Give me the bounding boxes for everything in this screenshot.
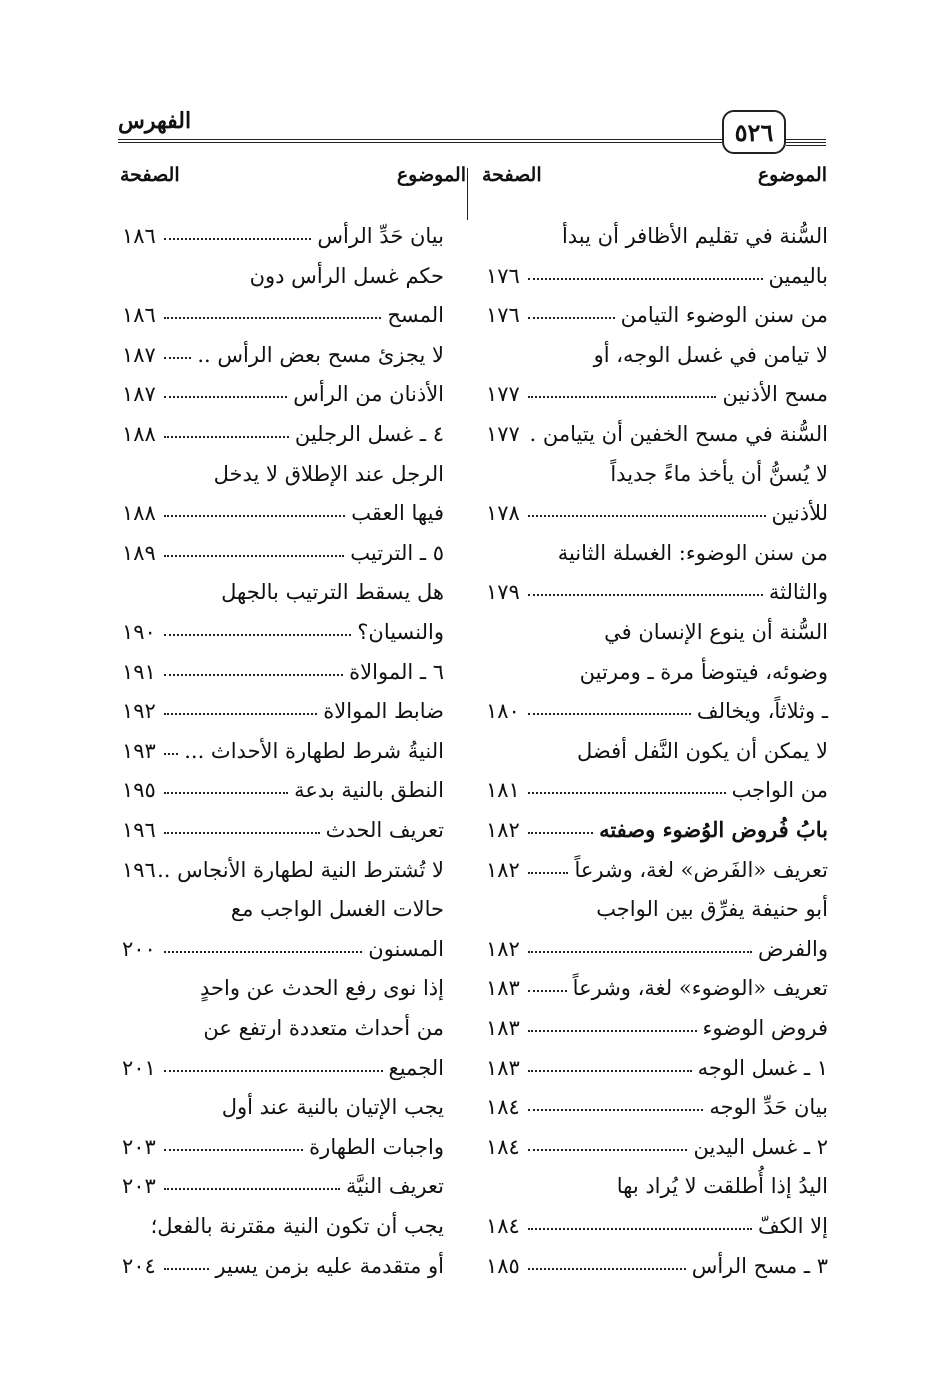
entry-page-number: ١٨٦ — [122, 303, 156, 328]
leader-dots — [528, 713, 691, 715]
leader-dots — [528, 594, 763, 596]
right-col-page-heading: الصفحة — [482, 164, 542, 186]
entry-page-number: ٢٠٣ — [122, 1174, 156, 1199]
entry-title: ـ وثلاثاً، ويخالف — [696, 699, 828, 724]
index-entry — [120, 216, 444, 256]
entry-title: وضوئه، فيتوضأ مرة ـ ومرتين — [579, 659, 828, 684]
entry-title: لا تيامن في غسل الوجه، أو — [593, 342, 828, 367]
entry-title: يجب الإتيان بالنية عند أول — [221, 1095, 444, 1120]
entry-title: من الواجب — [731, 778, 828, 803]
leader-dots — [164, 951, 362, 953]
entry-title: تعريف «الوضوء» لغة، وشرعاً — [572, 976, 828, 1001]
entry-page-number: ١٩٠ — [122, 620, 156, 644]
right-col-topic-heading: الموضوع — [757, 164, 827, 186]
entry-title: السُّنة في تقليم الأظافر أن يبدأ — [561, 224, 828, 248]
entry-page-number: ١٨٠ — [486, 699, 520, 724]
index-entry — [484, 850, 828, 890]
leader-dots — [164, 674, 343, 676]
entry-title: الرجل عند الإطلاق لا يدخل — [213, 461, 444, 486]
entry-title: اليدُ إذا أُطلقت لا يُراد بها — [616, 1174, 828, 1199]
leader-dots — [528, 1070, 692, 1072]
index-entry — [484, 414, 828, 454]
leader-dots — [164, 555, 344, 557]
leader-dots — [528, 396, 717, 398]
index-entry — [120, 652, 444, 692]
leader-dots — [528, 1030, 697, 1032]
running-title: الفهرس — [118, 108, 192, 134]
column-divider — [467, 168, 468, 220]
entry-title: ٤ ـ غسل الرجلين — [294, 422, 444, 446]
entry-page-number: ١٩٦ — [122, 818, 156, 842]
entry-title: فروض الوضوء — [702, 1016, 828, 1040]
entry-title: والنسيان؟ — [357, 620, 444, 644]
entry-page-number: ١٧٦ — [486, 263, 520, 288]
entry-title: يجب أن تكون النية مقترنة بالفعل؛ — [150, 1214, 444, 1238]
entry-title: إذا نوى رفع الحدث عن واحدٍ — [200, 976, 444, 1001]
index-entry — [120, 691, 444, 731]
entry-page-number: ١٨٣ — [486, 1016, 520, 1040]
index-entry — [484, 454, 828, 494]
entry-page-number: ١٩٣ — [122, 738, 156, 763]
index-entry — [120, 770, 444, 810]
entry-title: من أحداث متعددة ارتفع عن — [203, 1016, 444, 1040]
entry-page-number: ١٩٦ — [122, 857, 156, 882]
entry-page-number: ٢٠٠ — [122, 936, 156, 961]
index-entry — [484, 612, 828, 652]
leader-dots — [528, 278, 763, 280]
index-entry — [484, 335, 828, 375]
entry-page-number: ١٨١ — [486, 778, 520, 803]
index-entry — [120, 850, 444, 890]
entry-title: هل يسقط الترتيب بالجهل — [221, 580, 444, 605]
leader-dots — [164, 238, 312, 240]
entry-page-number: ١٨٢ — [486, 936, 520, 961]
index-entry — [120, 929, 444, 969]
leader-dots — [528, 990, 567, 992]
left-col-topic-heading: الموضوع — [396, 164, 466, 186]
leader-dots — [164, 753, 178, 755]
index-entry — [120, 454, 444, 494]
leader-dots — [164, 1149, 303, 1151]
leader-dots — [528, 792, 726, 794]
entry-title: لا يجزئ مسح بعض الرأس .. — [197, 342, 444, 367]
entry-title: أو متقدمة عليه بزمن يسير — [215, 1253, 444, 1278]
index-entry — [120, 889, 444, 929]
entry-title: ٥ ـ الترتيب — [350, 540, 444, 565]
leader-dots — [528, 1149, 688, 1151]
index-entry — [120, 374, 444, 414]
index-entry — [484, 533, 828, 573]
leader-dots — [528, 872, 569, 874]
leader-dots — [528, 951, 752, 953]
entry-page-number: ١٧٩ — [486, 580, 520, 605]
entry-title: إلا الكفّ — [757, 1214, 828, 1238]
index-entry — [120, 1127, 444, 1167]
index-entry — [484, 691, 828, 731]
entry-page-number: ١٨٥ — [486, 1253, 520, 1278]
entry-page-number: ١٩١ — [122, 659, 156, 684]
index-entry — [120, 968, 444, 1008]
entry-page-number: ١٨٢ — [486, 857, 520, 882]
leader-dots — [164, 515, 345, 517]
index-entry — [120, 493, 444, 533]
page-number: ٥٢٦ — [734, 117, 774, 147]
entry-title: السُّنة أن ينوع الإنسان في — [604, 620, 828, 644]
index-entry — [484, 731, 828, 771]
entry-title: حكم غسل الرأس دون — [249, 263, 444, 288]
leader-dots — [528, 1228, 752, 1230]
entry-page-number: ١٨٣ — [486, 1055, 520, 1080]
index-entry — [484, 1008, 828, 1048]
entry-title: بابُ فُروض الوُضوء وصفته — [599, 817, 828, 842]
index-entry — [484, 1127, 828, 1167]
index-entry — [120, 572, 444, 612]
entry-title: حالات الغسل الواجب مع — [230, 897, 444, 922]
entry-page-number: ١٨٤ — [486, 1134, 520, 1159]
entry-page-number: ١٨٧ — [122, 382, 156, 407]
leader-dots — [528, 1109, 703, 1111]
header-rule-right-3 — [786, 145, 826, 146]
entry-title: ٢ ـ غسل اليدين — [693, 1134, 828, 1159]
entry-title: تعريف الحدث — [325, 818, 444, 842]
entry-page-number: ١٨٦ — [122, 224, 156, 248]
header-rule-right-2 — [786, 142, 826, 143]
page-number-box — [722, 110, 786, 154]
index-entry — [120, 1246, 444, 1286]
index-entry — [484, 889, 828, 929]
index-entry — [484, 1048, 828, 1088]
index-entry — [484, 1087, 828, 1127]
leader-dots — [528, 515, 766, 517]
index-entry — [120, 1008, 444, 1048]
entry-title: واجبات الطهارة — [309, 1134, 444, 1159]
index-entry — [120, 256, 444, 296]
index-entry — [120, 335, 444, 375]
entry-title: ١ ـ غسل الوجه — [697, 1055, 828, 1080]
entry-page-number: ١٨٨ — [122, 501, 156, 526]
entry-page-number: ١٧٧ — [486, 382, 520, 407]
index-entry — [484, 968, 828, 1008]
entry-title: تعريف «الفَرض» لغة، وشرعاً — [574, 857, 828, 882]
entry-title: للأذنين — [771, 501, 828, 526]
entry-title: من سنن الوضوء: الغسلة الثانية — [557, 540, 828, 565]
index-entry — [120, 731, 444, 771]
index-entry — [120, 612, 444, 652]
header-rule-right — [786, 139, 826, 140]
entry-title: لا يمكن أن يكون النَّفل أفضل — [577, 738, 828, 763]
entry-page-number: ٢٠١ — [122, 1055, 156, 1080]
index-entry — [484, 1206, 828, 1246]
header-rule-left — [118, 139, 722, 140]
entry-title: لا يُسنُّ أن يأخذ ماءً جديداً — [610, 461, 828, 486]
header-rule-left-2 — [118, 142, 722, 143]
entry-page-number: ١٩٥ — [122, 778, 156, 803]
entry-title: ضابط الموالاة — [323, 699, 444, 724]
entry-title: ٦ ـ الموالاة — [349, 659, 444, 684]
entry-page-number: ١٨٣ — [486, 976, 520, 1001]
left-col-page-heading: الصفحة — [120, 164, 180, 186]
entry-title: باليمين — [768, 263, 828, 288]
index-entry — [484, 810, 828, 850]
entry-page-number: ١٧٧ — [486, 422, 520, 446]
index-entry — [120, 1087, 444, 1127]
entry-page-number: ١٩٢ — [122, 699, 156, 724]
index-entry — [484, 295, 828, 335]
entry-title: مسح الأذنين — [722, 382, 828, 407]
entry-page-number: ١٨٤ — [486, 1214, 520, 1238]
entry-page-number: ١٧٨ — [486, 501, 520, 526]
index-entry — [484, 929, 828, 969]
leader-dots — [164, 436, 289, 438]
index-entry — [120, 1206, 444, 1246]
entry-title: الجميع — [388, 1055, 444, 1080]
entry-title: والثالثة — [768, 580, 828, 605]
entry-title: والفرض — [758, 936, 828, 961]
index-entry — [484, 493, 828, 533]
entry-page-number: ١٨٢ — [486, 818, 520, 842]
leader-dots — [164, 1070, 383, 1072]
entry-title: من سنن الوضوء التيامن — [620, 303, 828, 328]
leader-dots — [164, 1268, 209, 1270]
entry-title: فيها العقب — [351, 501, 444, 526]
index-entry — [120, 414, 444, 454]
index-entry — [484, 572, 828, 612]
index-entry — [484, 1166, 828, 1206]
entry-page-number: ٢٠٣ — [122, 1134, 156, 1159]
entry-title: بيان حَدِّ الوجه — [709, 1095, 828, 1120]
entry-page-number: ١٨٩ — [122, 540, 156, 565]
entry-title: النطق بالنية بدعة — [294, 778, 444, 803]
leader-dots — [164, 634, 351, 636]
index-entry — [484, 374, 828, 414]
index-entry — [120, 810, 444, 850]
index-entry — [120, 295, 444, 335]
index-entry — [484, 652, 828, 692]
entry-title: السُّنة في مسح الخفين أن يتيامن . — [529, 422, 828, 446]
entry-page-number: ١٨٨ — [122, 422, 156, 446]
leader-dots — [164, 792, 288, 794]
entry-page-number: ٢٠٤ — [122, 1253, 156, 1278]
entry-title: أبو حنيفة يفرِّق بين الواجب — [596, 897, 828, 922]
index-entry — [484, 256, 828, 296]
entry-title: الأذنان من الرأس — [293, 382, 444, 407]
leader-dots — [528, 832, 593, 834]
entry-title: ٣ ـ مسح الرأس — [691, 1253, 828, 1278]
leader-dots — [164, 1188, 340, 1190]
leader-dots — [164, 713, 317, 715]
entry-title: النيةُ شرط لطهارة الأحداث ... — [184, 738, 444, 763]
index-entry — [120, 1166, 444, 1206]
leader-dots — [164, 396, 287, 398]
entry-page-number: ١٨٧ — [122, 342, 156, 367]
entry-title: المسح — [387, 303, 444, 328]
entry-title: المسنون — [368, 936, 444, 961]
index-entry — [120, 1048, 444, 1088]
leader-dots — [164, 317, 381, 319]
entry-title: تعريف النيَّة — [346, 1174, 444, 1199]
leader-dots — [164, 832, 320, 834]
entry-page-number: ١٨٤ — [486, 1095, 520, 1120]
index-entry — [484, 216, 828, 256]
index-entry — [484, 1246, 828, 1286]
index-entry — [484, 770, 828, 810]
leader-dots — [528, 1268, 686, 1270]
leader-dots — [528, 317, 615, 319]
leader-dots — [164, 357, 191, 359]
index-entry — [120, 533, 444, 573]
entry-title: بيان حَدِّ الرأس — [317, 224, 444, 248]
entry-title: لا تُشترط النية لطهارة الأنجاس .. — [157, 857, 444, 882]
entry-page-number: ١٧٦ — [486, 303, 520, 328]
